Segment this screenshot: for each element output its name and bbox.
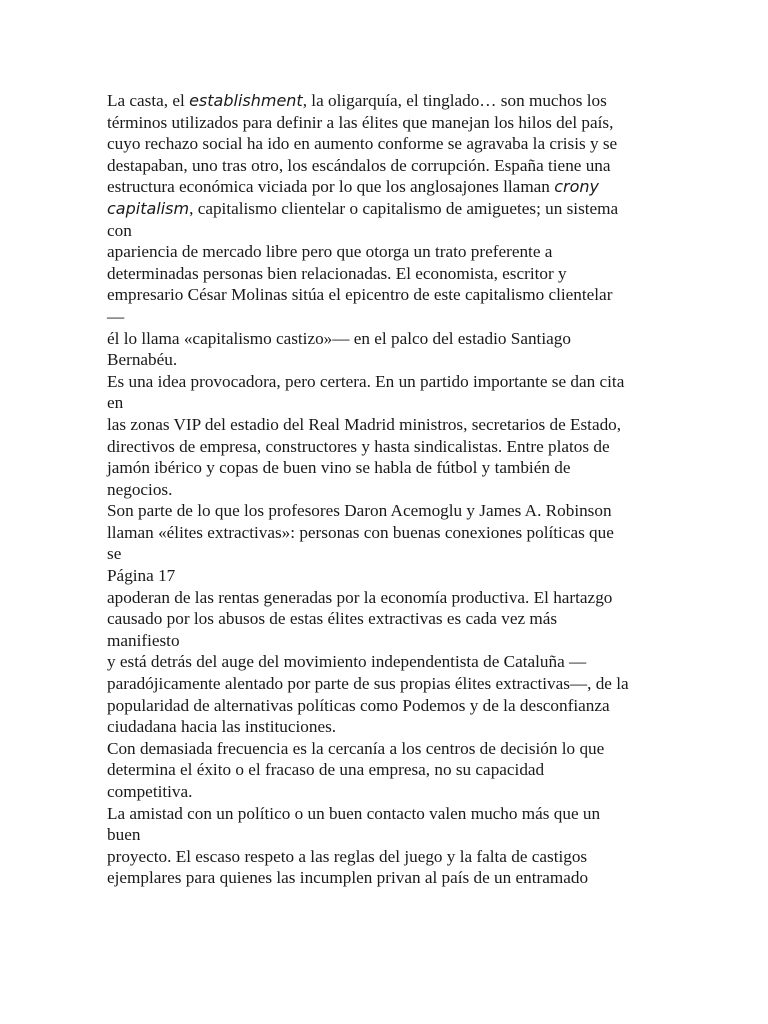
text-line: se bbox=[107, 544, 122, 564]
text-line: y está detrás del auge del movimiento independentista de Cataluña — bbox=[107, 652, 587, 672]
text-line: popularidad de alternativas políticas como Podemos y de la desconfianza bbox=[107, 695, 610, 715]
text-line: términos utilizados para definir a las élites que manejan los hilos del país, bbox=[107, 112, 614, 132]
text-line: apariencia de mercado libre pero que otorga un trato preferente a bbox=[107, 242, 553, 262]
text-line: La amistad con un político o un buen contacto valen mucho más que un bbox=[107, 803, 601, 823]
text-line: ciudadana hacia las instituciones. bbox=[107, 717, 337, 737]
text-run: , capitalismo clientelar o capitalismo de amiguetes; un sistema bbox=[189, 198, 619, 218]
text-line: determina el éxito o el fracaso de una empresa, no su capacidad bbox=[107, 760, 545, 780]
text-line: Bernabéu. bbox=[107, 350, 178, 370]
text-line: negocios. bbox=[107, 479, 173, 499]
text-line: paradójicamente alentado por parte de sus propias élites extractivas—, de la bbox=[107, 674, 629, 694]
text-run: , la oligarquía, el tinglado… son muchos los bbox=[302, 91, 607, 110]
text-line: jamón ibérico y copas de buen vino se habla de fútbol y también de bbox=[107, 458, 571, 478]
text-line: Son parte de lo que los profesores Daron Acemoglu y James A. Robinson bbox=[107, 501, 612, 521]
text-line: destapaban, uno tras otro, los escándalos de corrupción. España tiene una bbox=[107, 155, 611, 175]
text-line: llaman «élites extractivas»: personas con buenas conexiones políticas que bbox=[107, 522, 614, 542]
text-line: Con demasiada frecuencia es la cercanía a los centros de decisión lo que bbox=[107, 738, 605, 758]
text-line: Es una idea provocadora, pero certera. En un partido importante se dan cita bbox=[107, 371, 625, 391]
italic-term: establishment bbox=[189, 91, 303, 110]
text-line: directivos de empresa, constructores y hasta sindicalistas. Entre platos de bbox=[107, 436, 610, 456]
text-line: proyecto. El escaso respeto a las reglas del juego y la falta de castigos bbox=[107, 846, 588, 866]
text-run: La casta, el bbox=[107, 91, 190, 110]
text-line: cuyo rechazo social ha ido en aumento conforme se agravaba la crisis y se bbox=[107, 134, 618, 154]
text-line: manifiesto bbox=[107, 630, 180, 650]
text-line: determinadas personas bien relacionadas. El economista, escritor y bbox=[107, 263, 567, 283]
text-line: ejemplares para quienes las incumplen privan al país de un entramado bbox=[107, 868, 589, 888]
italic-term: capitalism bbox=[107, 198, 190, 218]
text-line: las zonas VIP del estadio del Real Madrid ministros, secretarios de Estado, bbox=[107, 414, 622, 434]
text-line: — bbox=[107, 306, 125, 326]
text-line: con bbox=[107, 220, 132, 240]
text-line: empresario César Molinas sitúa el epicentro de este capitalismo clientelar bbox=[107, 285, 613, 305]
text-run: estructura económica viciada por lo que los anglosajones llaman bbox=[107, 177, 555, 197]
page-number: Página 17 bbox=[107, 566, 176, 586]
text-line: competitiva. bbox=[107, 782, 193, 801]
text-line bbox=[107, 176, 667, 198]
text-line: buen bbox=[107, 825, 141, 845]
text-line: apoderan de las rentas generadas por la economía productiva. El hartazgo bbox=[107, 587, 613, 607]
text-line bbox=[107, 198, 667, 220]
italic-term: crony bbox=[554, 177, 599, 197]
text-line: en bbox=[107, 393, 124, 413]
document-page bbox=[107, 90, 667, 889]
text-line: él lo llama «capitalismo castizo»— en el palco del estadio Santiago bbox=[107, 328, 571, 348]
text-line: causado por los abusos de estas élites extractivas es cada vez más bbox=[107, 609, 558, 629]
text-line bbox=[107, 90, 667, 112]
